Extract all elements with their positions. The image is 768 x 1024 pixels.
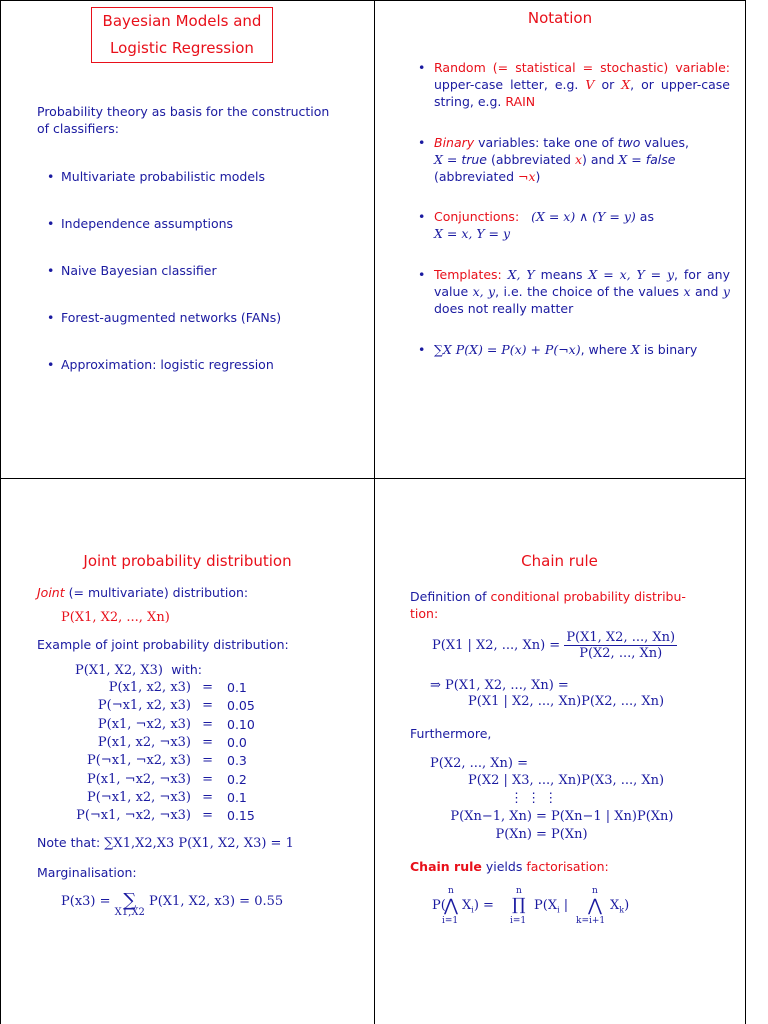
slide1-title-line1: Bayesian Models and [102, 12, 262, 30]
joint-row-value: 0.05 [227, 698, 255, 714]
slide3-note: Note that: ∑X1,X2,X3 P(X1, X2, X3) = 1 [37, 835, 294, 851]
joint-row-value: 0.0 [227, 734, 247, 750]
slide1-intro: Probability theory as basis for the construction of classifiers: [37, 104, 330, 136]
joint-row-value: 0.1 [227, 680, 247, 695]
slide3-joint-eq: P(X1, X2, ..., Xn) [61, 610, 170, 625]
notation-bullet-templates: • Templates: X, Y means X = x, Y = y, for any value x, y, i.e. the choice of the values x and y does not really matter [418, 267, 730, 316]
joint-row-lhs: P(x1, x2, ¬x3) [97, 734, 191, 750]
slide3-example: Example of joint probability distribution: [37, 637, 289, 652]
slide3-joint-line: Joint (= multivariate) distribution: [37, 585, 249, 600]
slide4-factorisation: P( n ⋀ i=1 $X_i$) = n ∏ i=1 $P(X_i$ | n ⋀ k=i+1 $X_k$) [432, 886, 630, 926]
slide-chain-rule [374, 478, 746, 1024]
notation-bullet-conjunctions: • Conjunctions: (X = x) ∧ (Y = y) as X = x, Y = y [418, 209, 654, 241]
joint-row-value: 0.2 [227, 771, 247, 787]
slide1-title-line2: Logistic Regression [110, 39, 254, 57]
joint-row-equals: = [202, 716, 213, 732]
notation-bullet-random: • Random (= statistical = stochastic) variable: upper-case letter, e.g. V or X, or upper-case string, e.g. RAIN [418, 60, 730, 109]
slide1-bullet-4: • Forest-augmented networks (FANs) [47, 310, 282, 325]
slide3-table-header: P(X1, X2, X3) with: [75, 662, 202, 678]
slide4-impl2: P(X1 | X2, ..., Xn)P(X2, ..., Xn) [468, 694, 665, 709]
joint-row-lhs: P(¬x1, x2, x3) [97, 698, 191, 714]
joint-row-equals: = [202, 808, 213, 824]
slide4-cond-eq: P(X1 | X2, ..., Xn) = $\frac{P(X1, X2, ..., Xn)}{P(X2, ..., Xn)}$ [432, 630, 676, 661]
joint-row-equals: = [202, 680, 213, 695]
slide4-f1: P(X2, ..., Xn) = [430, 756, 528, 771]
slide4-dots: ⋮ ⋮ ⋮ [510, 791, 558, 806]
slide-joint-distribution [0, 478, 375, 1024]
slide1-bullet-5: • Approximation: logistic regression [47, 357, 274, 372]
joint-row-equals: = [202, 698, 213, 714]
slide3-marg-eq: P(x3) = ∑ X1,X2 P(X1, X2, x3) = 0.55 [61, 890, 284, 918]
joint-row-equals: = [202, 771, 213, 787]
joint-row-value: 0.10 [227, 716, 255, 732]
slide1-title-box [91, 7, 273, 63]
slide4-title: Chain rule [521, 552, 598, 570]
slide4-chain-rule-line: Chain rule yields factorisation: [410, 859, 609, 874]
slide4-f4-rhs: = P(Xn) [536, 827, 588, 842]
joint-row-value: 0.15 [227, 808, 255, 824]
slide1-bullet-1: • Multivariate probabilistic models [47, 169, 266, 184]
slide4-f4-lhs: P(Xn) [495, 827, 532, 842]
notation-bullet-binary: • Binary variables: take one of two values, X = true (abbreviated x) and X = false (abbreviated ¬x) [418, 135, 689, 184]
slide4-f3-rhs: = P(Xn−1 | Xn)P(Xn) [536, 809, 674, 824]
joint-row-value: 0.3 [227, 753, 247, 769]
joint-row-lhs: P(x1, ¬x2, x3) [97, 716, 191, 732]
slide4-f3-lhs: P(Xn−1, Xn) [450, 809, 532, 824]
slide4-f2: P(X2 | X3, ..., Xn)P(X3, ..., Xn) [468, 773, 665, 788]
joint-row-lhs: P(¬x1, ¬x2, ¬x3) [76, 808, 191, 824]
joint-row-lhs: P(x1, ¬x2, ¬x3) [86, 771, 191, 787]
joint-row-value: 0.1 [227, 789, 247, 805]
notation-bullet-sum: • ∑X P(X) = P(x) + P(¬x), where X is binary [418, 342, 698, 357]
slide1-bullet-3: • Naive Bayesian classifier [47, 263, 217, 278]
joint-row-equals: = [202, 734, 213, 750]
joint-row-lhs: P(¬x1, x2, ¬x3) [86, 789, 191, 805]
joint-table [31, 680, 271, 830]
slide2-title: Notation [527, 9, 593, 27]
slide3-title: Joint probability distribution [83, 552, 292, 570]
slide4-impl1: ⇒ P(X1, X2, ..., Xn) = [430, 678, 569, 693]
slide4-furthermore: Furthermore, [410, 726, 492, 741]
slide4-definition: Definition of conditional probability distribu- tion: [410, 589, 686, 621]
slide1-bullet-2: • Independence assumptions [47, 216, 234, 231]
joint-row-equals: = [202, 753, 213, 769]
joint-row-equals: = [202, 789, 213, 805]
joint-row-lhs: P(x1, x2, x3) [108, 680, 191, 695]
joint-row-lhs: P(¬x1, ¬x2, x3) [86, 753, 191, 769]
slide-bayesian-models [0, 0, 375, 479]
slide3-marg-label: Marginalisation: [37, 865, 137, 880]
